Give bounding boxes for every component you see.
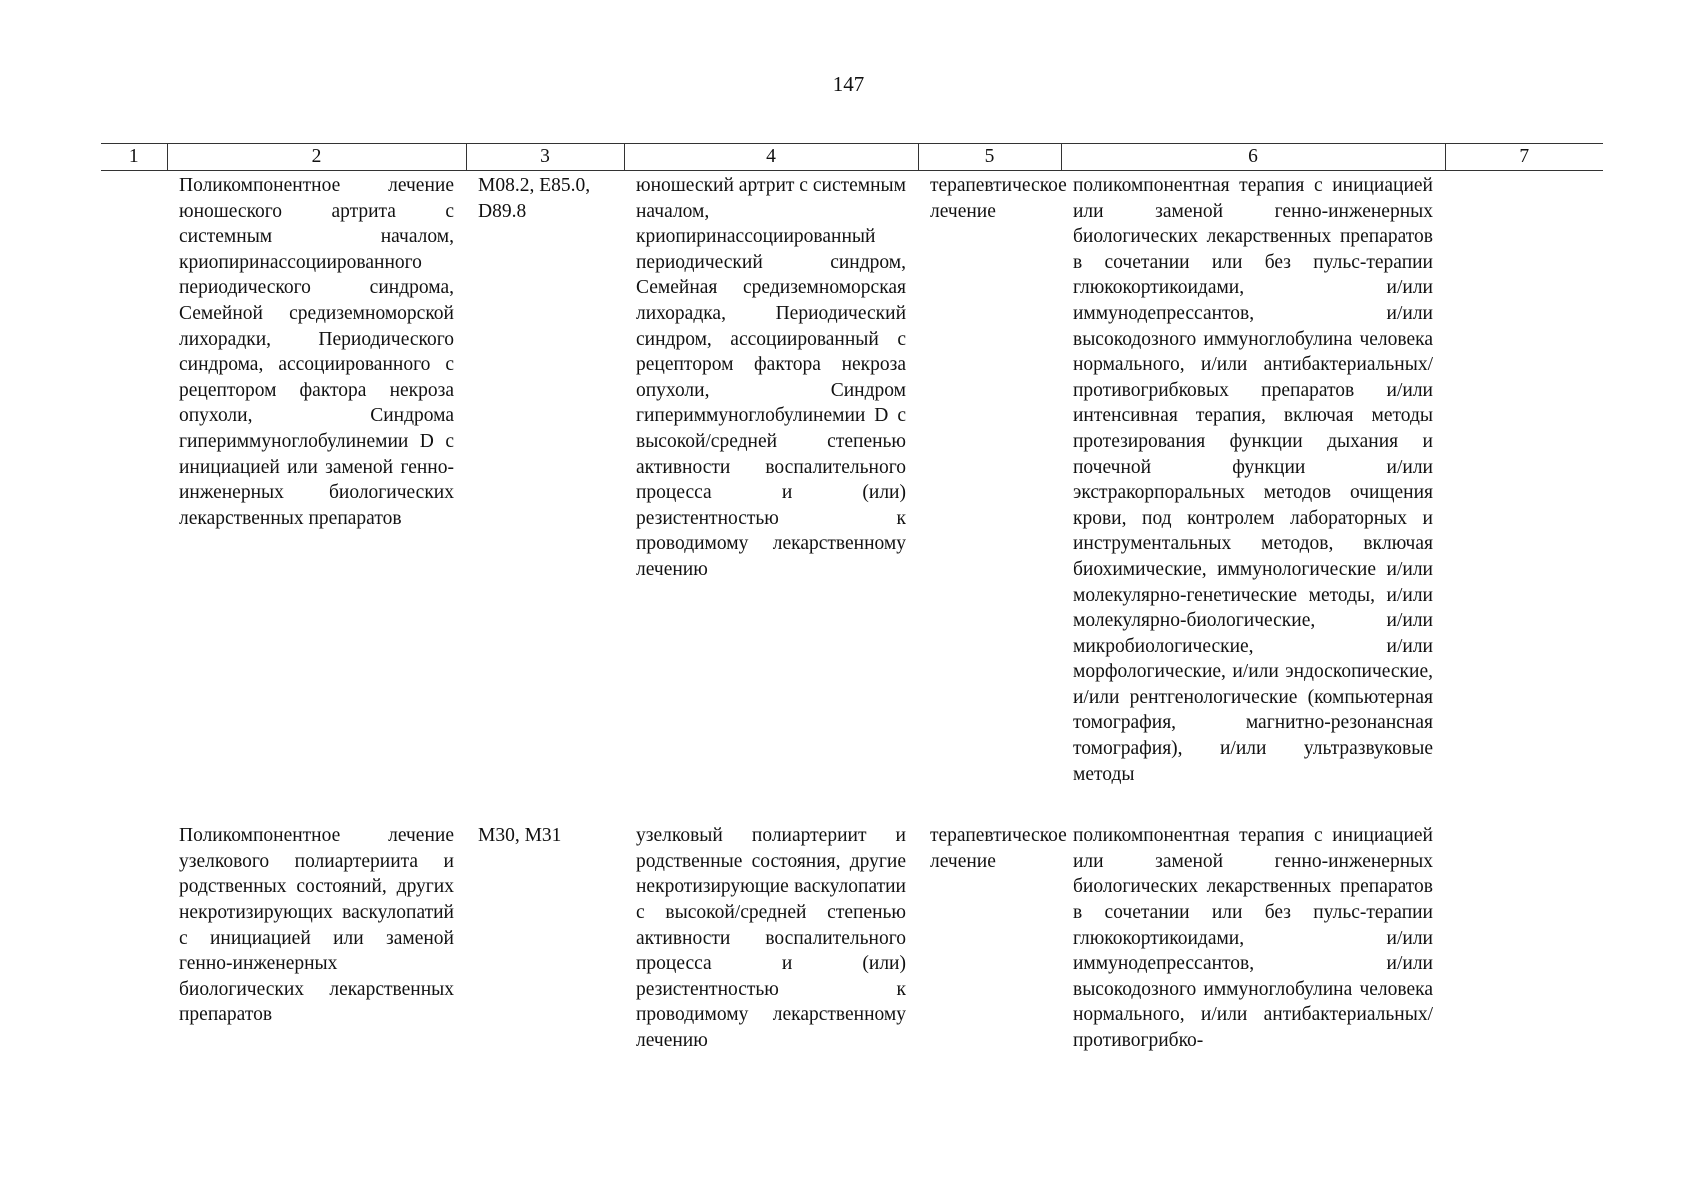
table-row bbox=[101, 821, 1603, 1053]
icd-codes-text: М30, М31 bbox=[478, 825, 562, 847]
treatment-type-text: терапевтическое лечение bbox=[930, 825, 1067, 872]
method-text: поликомпонентная терапия с инициацией или заменой генно-инженерных биологических лекарственных препаратов в сочетании или без пульс-терапии глюкокортикоидами, и/или иммунодепрессантов, и/или высокодозного иммуноглобулина человека нормального, и/или антибактериальных/противогрибковых препаратов и/или интенсивная терапия, включая методы протезирования функции дыхания и почечной функции и/или экстракорпоральных методов очищения крови, под контролем лабораторных и инструментальных методов, включая биохимические, иммунологические и/или молекулярно-генетические методы, и/или молекулярно-биологические, и/или микробиологические, и/или морфологические, и/или эндоскопические, и/или рентгенологические (компьютерная томография, магнитно-резонансная томография), и/или ультразвуковые методы bbox=[1073, 175, 1433, 785]
column-header-2: 2 bbox=[167, 144, 466, 171]
cell-icd-codes bbox=[466, 171, 624, 822]
cell-col-7 bbox=[1445, 171, 1603, 822]
cell-treatment-name bbox=[167, 171, 466, 822]
column-header-7: 7 bbox=[1445, 144, 1603, 171]
icd-codes-text: М08.2, E85.0, D89.8 bbox=[478, 175, 591, 222]
cell-treatment-type bbox=[918, 821, 1067, 1053]
diagnosis-text: юношеский артрит с системным началом, криопиринассоциированный периодический синдром, Семейная средиземноморская лихорадка, Периодический синдром, ассоциированный с рецептором фактора некроза опухоли, Синдром гипериммуноглобулинемии D с высокой/средней степенью активности воспалительного процесса и (или) резистентностью к проводимому лекарственному лечению bbox=[636, 175, 906, 580]
page-number: 147 bbox=[832, 72, 865, 96]
column-header-5: 5 bbox=[918, 144, 1061, 171]
cell-method bbox=[1061, 821, 1445, 1053]
treatment-name-text: Поликомпонентное лечение юношеского артрита с системным началом, криопиринассоциированного периодического синдрома, Семейной средиземноморской лихорадки, Периодического синдрома, ассоциированного с рецептором фактора некроза опухоли, Синдрома гипериммуноглобулинемии D с инициацией или заменой генно-инженерных биологических лекарственных препаратов bbox=[179, 175, 454, 529]
method-text: поликомпонентная терапия с инициацией или заменой генно-инженерных биологических лекарственных препаратов в сочетании или без пульс-терапии глюкокортикоидами, и/или иммунодепрессантов, и/или высокодозного иммуноглобулина человека нормального, и/или антибактериальных/противогрибко- bbox=[1073, 825, 1433, 1051]
cell-method bbox=[1061, 171, 1445, 822]
cell-treatment-type bbox=[918, 171, 1067, 822]
treatment-name-text: Поликомпонентное лечение узелкового полиартериита и родственных состояний, других некротизирующих васкулопатий с инициацией или заменой генно-инженерных биологических лекарственных препаратов bbox=[179, 825, 454, 1026]
column-header-6: 6 bbox=[1061, 144, 1445, 171]
cell-col-1 bbox=[101, 171, 167, 822]
cell-col-7 bbox=[1445, 821, 1603, 1053]
table-row bbox=[101, 171, 1603, 822]
cell-icd-codes bbox=[466, 821, 624, 1053]
diagnosis-text: узелковый полиартериит и родственные состояния, другие некротизирующие васкулопатии с высокой/средней степенью активности воспалительного процесса и (или) резистентностью к проводимому лекарственному лечению bbox=[636, 825, 906, 1051]
column-number-row bbox=[101, 144, 1603, 171]
treatment-table bbox=[101, 143, 1603, 1054]
cell-col-1 bbox=[101, 821, 167, 1053]
treatment-type-text: терапевтическое лечение bbox=[930, 175, 1067, 222]
column-header-4: 4 bbox=[624, 144, 918, 171]
cell-diagnosis bbox=[624, 171, 918, 822]
column-header-1: 1 bbox=[101, 144, 167, 171]
cell-treatment-name bbox=[167, 821, 466, 1053]
cell-diagnosis bbox=[624, 821, 918, 1053]
column-header-3: 3 bbox=[466, 144, 624, 171]
